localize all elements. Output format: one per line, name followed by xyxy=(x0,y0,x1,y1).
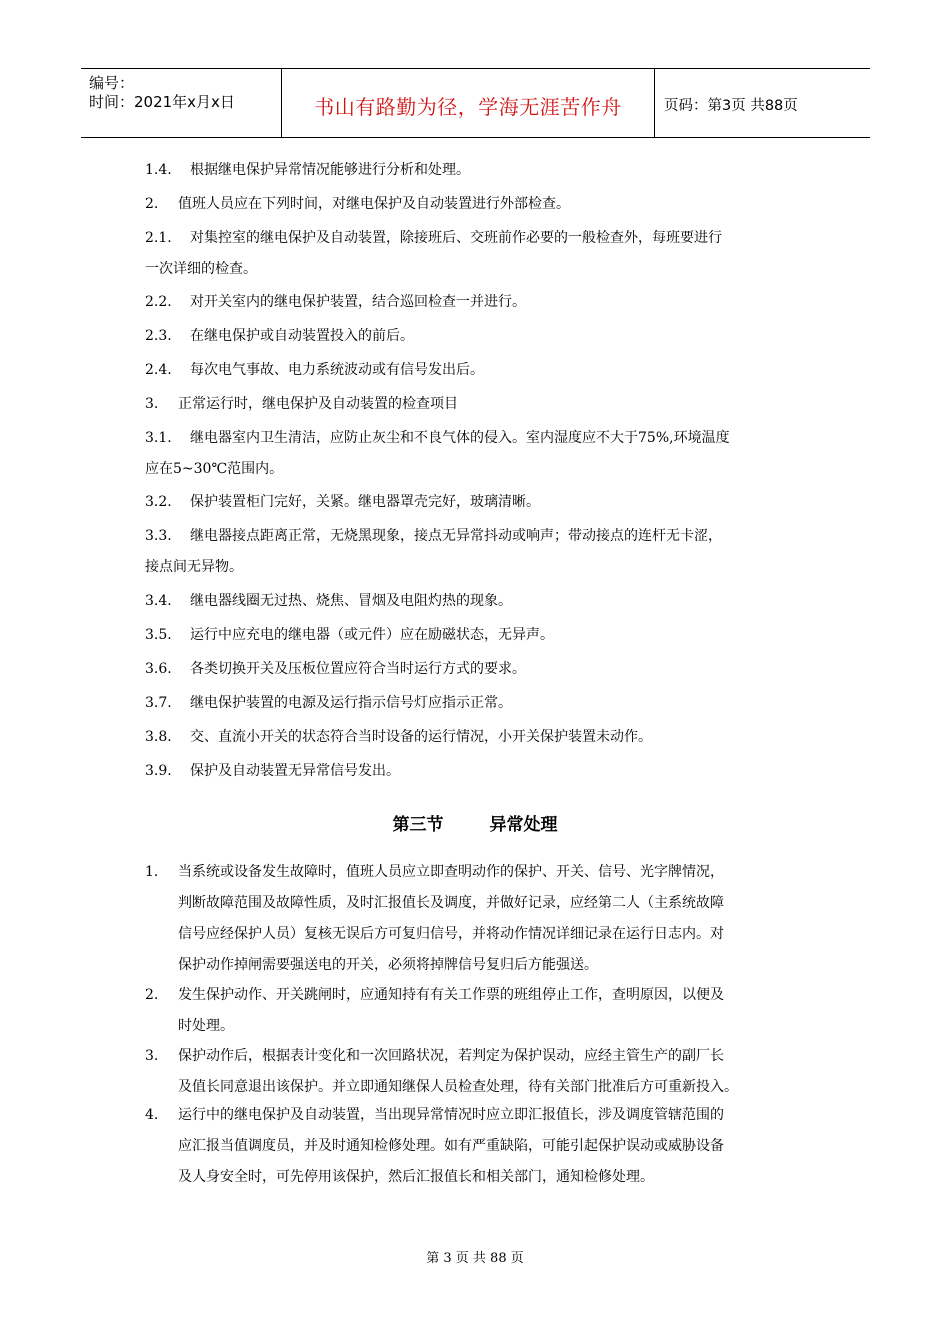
item-text: 保护及自动装置无异常信号发出。 xyxy=(190,763,400,779)
list-number: 4. xyxy=(145,1107,159,1123)
item-number: 3.3. xyxy=(145,528,172,544)
page-footer: 第 3 页 共 88 页 xyxy=(426,1251,524,1266)
item-text: 值班人员应在下列时间，对继电保护及自动装置进行外部检查。 xyxy=(178,196,570,212)
item-text: 在继电保护或自动装置投入的前后。 xyxy=(190,328,414,344)
item-number: 3.9. xyxy=(145,763,172,779)
list-item-1-line-3: 信号应经保护人员）复核无误后方可复归信号，并将动作情况详细记录在运行日志内。对 xyxy=(178,926,724,942)
list-item-4-line-2: 应汇报当值调度员，并及时通知检修处理。如有严重缺陷，可能引起保护误动或威胁设备 xyxy=(178,1138,724,1154)
list-text: 发生保护动作、开关跳闸时，应通知持有有关工作票的班组停止工作，查明原因，以便及 xyxy=(178,987,724,1003)
list-number: 2. xyxy=(145,987,159,1003)
item-text: 每次电气事故、电力系统波动或有信号发出后。 xyxy=(190,362,484,378)
item-number: 3.5. xyxy=(145,627,172,643)
item-number: 2.4. xyxy=(145,362,172,378)
item-number: 3.1. xyxy=(145,430,172,446)
document-number-label: 编号： xyxy=(89,74,135,92)
list-item-1-line-2: 判断故障范围及故障性质，及时汇报值长及调度，并做好记录，应经第二人（主系统故障 xyxy=(178,895,724,911)
item-text: 各类切换开关及压板位置应符合当时运行方式的要求。 xyxy=(190,661,526,677)
document-date-label: 时间：2021年x月x日 xyxy=(89,93,235,111)
item-number: 2. xyxy=(145,196,159,212)
header-page-label: 页码：第3页 共88页 xyxy=(664,98,798,114)
item-2-1-continued: 一次详细的检查。 xyxy=(145,261,257,277)
item-text: 继电器室内卫生清洁，应防止灰尘和不良气体的侵入。室内湿度应不大于75%,环境温度 xyxy=(190,430,730,446)
item-text: 对开关室内的继电保护装置，结合巡回检查一并进行。 xyxy=(190,294,526,310)
header-motto-cell xyxy=(281,69,655,137)
item-number: 3.4. xyxy=(145,593,172,609)
list-item-2-line-2: 时处理。 xyxy=(178,1018,234,1034)
item-text: 根据继电保护异常情况能够进行分析和处理。 xyxy=(190,162,470,178)
item-text: 保护装置柜门完好，关紧。继电器罩壳完好，玻璃清晰。 xyxy=(190,494,540,510)
item-text: 继电保护装置的电源及运行指示信号灯应指示正常。 xyxy=(190,695,512,711)
list-item-3-line-2: 及值长同意退出该保护。并立即通知继保人员检查处理，待有关部门批准后方可重新投入。 xyxy=(178,1079,738,1095)
item-number: 3.8. xyxy=(145,729,172,745)
item-number: 1.4. xyxy=(145,162,172,178)
item-number: 2.1. xyxy=(145,230,172,246)
header-page-cell xyxy=(654,69,870,137)
item-number: 2.3. xyxy=(145,328,172,344)
item-text: 继电器线圈无过热、烧焦、冒烟及电阻灼热的现象。 xyxy=(190,593,512,609)
header-motto: 书山有路勤为径，学海无涯苦作舟 xyxy=(314,95,622,119)
item-3-1-continued: 应在5~30℃范围内。 xyxy=(145,461,284,477)
list-number: 3. xyxy=(145,1048,159,1064)
item-number: 3. xyxy=(145,396,159,412)
list-item-4-line-3: 及人身安全时，可先停用该保护，然后汇报值长和相关部门，通知检修处理。 xyxy=(178,1169,654,1185)
header-left-cell xyxy=(81,69,281,137)
item-3-3-continued: 接点间无异物。 xyxy=(145,559,243,575)
item-text: 对集控室的继电保护及自动装置，除接班后、交班前作必要的一般检查外，每班要进行 xyxy=(190,230,722,246)
item-text: 交、直流小开关的状态符合当时设备的运行情况，小开关保护装置未动作。 xyxy=(190,729,652,745)
item-number: 3.6. xyxy=(145,661,172,677)
item-number: 2.2. xyxy=(145,294,172,310)
item-number: 3.2. xyxy=(145,494,172,510)
page-header xyxy=(81,68,870,138)
item-text: 继电器接点距离正常，无烧黑现象，接点无异常抖动或响声；带动接点的连杆无卡涩， xyxy=(190,528,722,544)
item-number: 3.7. xyxy=(145,695,172,711)
list-text: 运行中的继电保护及自动装置，当出现异常情况时应立即汇报值长，涉及调度管辖范围的 xyxy=(178,1107,724,1123)
list-item-1-line-4: 保护动作掉闸需要强送电的开关，必须将掉牌信号复归后方能强送。 xyxy=(178,957,598,973)
item-text: 运行中应充电的继电器（或元件）应在励磁状态，无异声。 xyxy=(190,627,554,643)
list-text: 当系统或设备发生故障时，值班人员应立即查明动作的保护、开关、信号、光字牌情况， xyxy=(178,864,724,880)
list-number: 1. xyxy=(145,864,159,880)
section-heading xyxy=(0,810,950,835)
item-text: 正常运行时，继电保护及自动装置的检查项目 xyxy=(178,396,458,412)
section-title: 异常处理 xyxy=(489,815,558,835)
list-text: 保护动作后，根据表计变化和一次回路状况，若判定为保护误动，应经主管生产的副厂长 xyxy=(178,1048,724,1064)
section-number: 第三节 xyxy=(392,815,444,835)
